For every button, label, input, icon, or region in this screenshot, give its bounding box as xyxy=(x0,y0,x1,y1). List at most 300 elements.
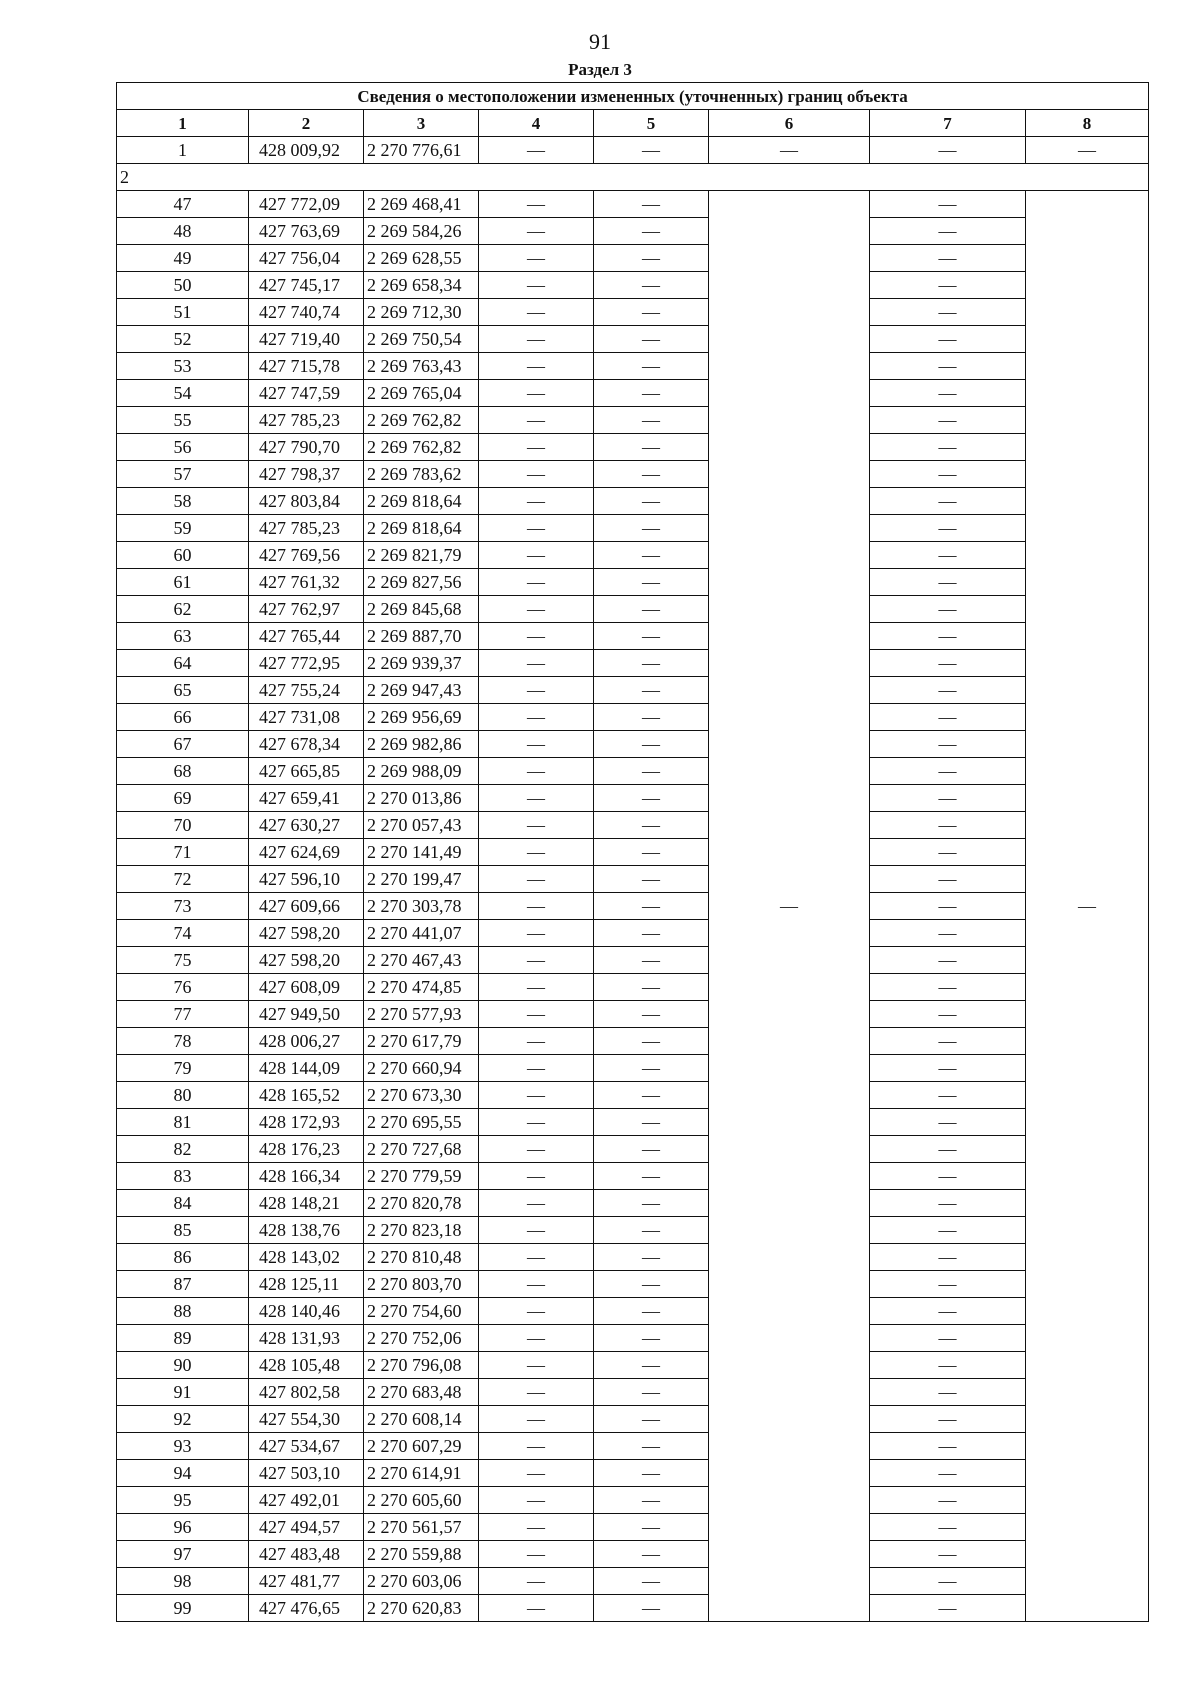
cell-dash: — xyxy=(594,1406,709,1433)
table-row xyxy=(117,515,1149,542)
cell-dash: — xyxy=(870,137,1026,164)
cell-dash: — xyxy=(870,596,1026,623)
cell-dash: — xyxy=(870,974,1026,1001)
table-row xyxy=(117,191,1149,218)
cell-dash: — xyxy=(870,515,1026,542)
coordinate-y: 2 269 468,41 xyxy=(364,191,479,218)
cell-dash: — xyxy=(870,1001,1026,1028)
cell-dash: — xyxy=(594,1082,709,1109)
cell-dash: — xyxy=(594,569,709,596)
coordinate-x: 427 596,10 xyxy=(249,866,364,893)
table-caption-row xyxy=(117,83,1149,110)
column-number: 4 xyxy=(479,110,594,137)
coordinate-y: 2 269 762,82 xyxy=(364,434,479,461)
coordinate-x: 428 131,93 xyxy=(249,1325,364,1352)
cell-dash: — xyxy=(870,1568,1026,1595)
coordinate-x: 427 745,17 xyxy=(249,272,364,299)
coordinate-y: 2 269 628,55 xyxy=(364,245,479,272)
coordinate-x: 427 503,10 xyxy=(249,1460,364,1487)
table-row xyxy=(117,1001,1149,1028)
coordinate-x: 428 006,27 xyxy=(249,1028,364,1055)
coordinate-x: 427 534,67 xyxy=(249,1433,364,1460)
cell-dash: — xyxy=(594,1271,709,1298)
coordinate-x: 427 598,20 xyxy=(249,947,364,974)
column-number: 6 xyxy=(709,110,870,137)
coordinate-x: 428 144,09 xyxy=(249,1055,364,1082)
table-row xyxy=(117,1325,1149,1352)
column-number: 5 xyxy=(594,110,709,137)
coordinate-y: 2 270 810,48 xyxy=(364,1244,479,1271)
point-number: 62 xyxy=(117,596,249,623)
point-number: 89 xyxy=(117,1325,249,1352)
coordinate-x: 427 609,66 xyxy=(249,893,364,920)
coordinate-x: 427 630,27 xyxy=(249,812,364,839)
coordinate-y: 2 270 607,29 xyxy=(364,1433,479,1460)
cell-dash: — xyxy=(594,893,709,920)
cell-dash: — xyxy=(870,1163,1026,1190)
table-row xyxy=(117,1514,1149,1541)
table-row xyxy=(117,1082,1149,1109)
cell-dash: — xyxy=(870,947,1026,974)
coordinate-x: 428 140,46 xyxy=(249,1298,364,1325)
coordinate-y: 2 270 673,30 xyxy=(364,1082,479,1109)
cell-dash: — xyxy=(870,1595,1026,1622)
cell-dash: — xyxy=(870,1433,1026,1460)
point-number: 69 xyxy=(117,785,249,812)
cell-dash: — xyxy=(479,1109,594,1136)
point-number: 63 xyxy=(117,623,249,650)
cell-dash: — xyxy=(479,1460,594,1487)
coordinate-y: 2 269 763,43 xyxy=(364,353,479,380)
point-number: 83 xyxy=(117,1163,249,1190)
coordinate-y: 2 270 559,88 xyxy=(364,1541,479,1568)
coordinate-x: 427 755,24 xyxy=(249,677,364,704)
table-row xyxy=(117,272,1149,299)
cell-dash: — xyxy=(479,1514,594,1541)
cell-dash: — xyxy=(870,704,1026,731)
table-row xyxy=(117,1379,1149,1406)
coordinate-y: 2 269 765,04 xyxy=(364,380,479,407)
coordinate-y: 2 269 783,62 xyxy=(364,461,479,488)
cell-dash: — xyxy=(594,272,709,299)
cell-dash: — xyxy=(870,407,1026,434)
table-row xyxy=(117,1298,1149,1325)
table-row xyxy=(117,1487,1149,1514)
table-row xyxy=(117,920,1149,947)
coordinate-y: 2 270 823,18 xyxy=(364,1217,479,1244)
table-row xyxy=(117,245,1149,272)
cell-dash: — xyxy=(479,434,594,461)
cell-dash: — xyxy=(870,839,1026,866)
point-number: 58 xyxy=(117,488,249,515)
cell-dash: — xyxy=(870,1082,1026,1109)
coordinate-x: 427 608,09 xyxy=(249,974,364,1001)
cell-dash: — xyxy=(870,191,1026,218)
coordinate-x: 427 740,74 xyxy=(249,299,364,326)
cell-dash: — xyxy=(479,974,594,1001)
table-row xyxy=(117,1109,1149,1136)
cell-dash: — xyxy=(870,1325,1026,1352)
cell-dash: — xyxy=(870,542,1026,569)
coordinate-x: 427 715,78 xyxy=(249,353,364,380)
cell-dash: — xyxy=(479,1325,594,1352)
table-row xyxy=(117,542,1149,569)
cell-dash: — xyxy=(594,461,709,488)
point-number: 57 xyxy=(117,461,249,488)
coordinate-y: 2 269 818,64 xyxy=(364,515,479,542)
cell-dash: — xyxy=(594,758,709,785)
point-number: 64 xyxy=(117,650,249,677)
table-row xyxy=(117,299,1149,326)
point-number: 77 xyxy=(117,1001,249,1028)
table-row xyxy=(117,839,1149,866)
coordinate-x: 427 772,09 xyxy=(249,191,364,218)
coordinate-x: 427 554,30 xyxy=(249,1406,364,1433)
coordinate-y: 2 269 887,70 xyxy=(364,623,479,650)
column-number: 8 xyxy=(1026,110,1149,137)
table-row xyxy=(117,758,1149,785)
point-number: 65 xyxy=(117,677,249,704)
cell-dash: — xyxy=(870,326,1026,353)
cell-dash: — xyxy=(479,218,594,245)
cell-dash: — xyxy=(479,137,594,164)
table-caption: Сведения о местоположении измененных (уточненных) границ объекта xyxy=(117,83,1149,110)
cell-dash: — xyxy=(479,191,594,218)
coordinate-y: 2 270 467,43 xyxy=(364,947,479,974)
column-number-row xyxy=(117,110,1149,137)
group-row xyxy=(117,164,1149,191)
cell-dash: — xyxy=(870,218,1026,245)
cell-dash: — xyxy=(479,488,594,515)
cell-dash: — xyxy=(709,137,870,164)
cell-dash: — xyxy=(479,758,594,785)
cell-dash: — xyxy=(870,299,1026,326)
point-number: 84 xyxy=(117,1190,249,1217)
coordinate-y: 2 270 620,83 xyxy=(364,1595,479,1622)
coordinate-y: 2 270 803,70 xyxy=(364,1271,479,1298)
coordinate-y: 2 269 845,68 xyxy=(364,596,479,623)
cell-dash: — xyxy=(479,650,594,677)
coordinate-y: 2 269 939,37 xyxy=(364,650,479,677)
cell-dash: — xyxy=(594,812,709,839)
table-row xyxy=(117,1271,1149,1298)
coordinate-x: 427 761,32 xyxy=(249,569,364,596)
point-number: 86 xyxy=(117,1244,249,1271)
point-number: 49 xyxy=(117,245,249,272)
point-number: 50 xyxy=(117,272,249,299)
cell-dash: — xyxy=(479,1001,594,1028)
point-number: 61 xyxy=(117,569,249,596)
cell-dash: — xyxy=(870,488,1026,515)
cell-dash: — xyxy=(594,326,709,353)
coordinate-y: 2 270 608,14 xyxy=(364,1406,479,1433)
table-row xyxy=(117,893,1149,920)
coordinate-y: 2 269 750,54 xyxy=(364,326,479,353)
coordinate-y: 2 269 821,79 xyxy=(364,542,479,569)
coordinate-y: 2 270 820,78 xyxy=(364,1190,479,1217)
cell-dash: — xyxy=(870,893,1026,920)
cell-dash: — xyxy=(594,1379,709,1406)
cell-dash: — xyxy=(870,920,1026,947)
cell-dash: — xyxy=(479,1487,594,1514)
table-row xyxy=(117,677,1149,704)
cell-dash: — xyxy=(594,650,709,677)
cell-dash: — xyxy=(479,1541,594,1568)
table-row xyxy=(117,704,1149,731)
cell-dash: — xyxy=(870,1487,1026,1514)
cell-dash: — xyxy=(594,1460,709,1487)
cell-dash: — xyxy=(594,1163,709,1190)
coordinate-y: 2 269 956,69 xyxy=(364,704,479,731)
cell-dash: — xyxy=(594,1298,709,1325)
table-row xyxy=(117,1541,1149,1568)
coordinate-y: 2 270 057,43 xyxy=(364,812,479,839)
cell-dash: — xyxy=(870,677,1026,704)
cell-dash: — xyxy=(870,1406,1026,1433)
cell-dash: — xyxy=(594,353,709,380)
coordinate-x: 427 731,08 xyxy=(249,704,364,731)
coordinate-y: 2 270 577,93 xyxy=(364,1001,479,1028)
cell-dash: — xyxy=(870,1217,1026,1244)
coordinate-x: 427 624,69 xyxy=(249,839,364,866)
point-number: 94 xyxy=(117,1460,249,1487)
cell-dash: — xyxy=(870,272,1026,299)
cell-dash: — xyxy=(870,1244,1026,1271)
cell-dash: — xyxy=(594,1001,709,1028)
point-number: 51 xyxy=(117,299,249,326)
cell-dash: — xyxy=(870,353,1026,380)
coordinate-y: 2 270 441,07 xyxy=(364,920,479,947)
table-row xyxy=(117,353,1149,380)
table-row xyxy=(117,1406,1149,1433)
merged-cell-col8: — xyxy=(1026,191,1149,1622)
table-row xyxy=(117,569,1149,596)
table-row xyxy=(117,1352,1149,1379)
point-number: 72 xyxy=(117,866,249,893)
cell-dash: — xyxy=(594,488,709,515)
table-row xyxy=(117,1595,1149,1622)
coordinate-x: 428 172,93 xyxy=(249,1109,364,1136)
point-number: 88 xyxy=(117,1298,249,1325)
coordinate-y: 2 270 561,57 xyxy=(364,1514,479,1541)
table-row xyxy=(117,623,1149,650)
column-number: 2 xyxy=(249,110,364,137)
coordinate-x: 427 763,69 xyxy=(249,218,364,245)
coordinate-y: 2 270 796,08 xyxy=(364,1352,479,1379)
table-row xyxy=(117,1244,1149,1271)
coordinate-y: 2 270 660,94 xyxy=(364,1055,479,1082)
point-number: 97 xyxy=(117,1541,249,1568)
coordinate-y: 2 269 988,09 xyxy=(364,758,479,785)
point-number: 73 xyxy=(117,893,249,920)
point-number: 47 xyxy=(117,191,249,218)
cell-dash: — xyxy=(594,1190,709,1217)
section-title: Раздел 3 xyxy=(568,60,632,79)
coordinate-x: 428 125,11 xyxy=(249,1271,364,1298)
cell-dash: — xyxy=(479,893,594,920)
cell-dash: — xyxy=(870,1109,1026,1136)
cell-dash: — xyxy=(479,569,594,596)
cell-dash: — xyxy=(594,947,709,974)
coordinate-x: 427 659,41 xyxy=(249,785,364,812)
coordinate-x: 428 009,92 xyxy=(249,137,364,164)
table-row xyxy=(117,326,1149,353)
cell-dash: — xyxy=(870,1298,1026,1325)
coordinate-x: 428 143,02 xyxy=(249,1244,364,1271)
cell-dash: — xyxy=(594,1217,709,1244)
cell-dash: — xyxy=(594,596,709,623)
cell-dash: — xyxy=(594,218,709,245)
coordinate-x: 427 790,70 xyxy=(249,434,364,461)
point-number: 70 xyxy=(117,812,249,839)
table-row xyxy=(117,380,1149,407)
cell-dash: — xyxy=(479,1244,594,1271)
cell-dash: — xyxy=(479,785,594,812)
table-row xyxy=(117,947,1149,974)
cell-dash: — xyxy=(594,1568,709,1595)
table-row xyxy=(117,650,1149,677)
coordinate-x: 427 785,23 xyxy=(249,407,364,434)
coordinate-y: 2 269 947,43 xyxy=(364,677,479,704)
point-number: 85 xyxy=(117,1217,249,1244)
coordinate-x: 428 105,48 xyxy=(249,1352,364,1379)
coordinate-y: 2 269 818,64 xyxy=(364,488,479,515)
point-number: 87 xyxy=(117,1271,249,1298)
coordinate-x: 427 949,50 xyxy=(249,1001,364,1028)
point-number: 92 xyxy=(117,1406,249,1433)
point-number: 48 xyxy=(117,218,249,245)
coordinate-x: 427 756,04 xyxy=(249,245,364,272)
cell-dash: — xyxy=(594,1244,709,1271)
table-row xyxy=(117,1163,1149,1190)
point-number: 71 xyxy=(117,839,249,866)
cell-dash: — xyxy=(594,704,709,731)
point-number: 82 xyxy=(117,1136,249,1163)
cell-dash: — xyxy=(479,812,594,839)
cell-dash: — xyxy=(479,1595,594,1622)
table-row xyxy=(117,1190,1149,1217)
coordinate-x: 427 483,48 xyxy=(249,1541,364,1568)
coordinate-y: 2 270 141,49 xyxy=(364,839,479,866)
point-number: 99 xyxy=(117,1595,249,1622)
cell-dash: — xyxy=(479,1406,594,1433)
cell-dash: — xyxy=(870,866,1026,893)
coordinate-x: 427 481,77 xyxy=(249,1568,364,1595)
point-number: 80 xyxy=(117,1082,249,1109)
table-row xyxy=(117,407,1149,434)
cell-dash: — xyxy=(479,1298,594,1325)
point-number: 66 xyxy=(117,704,249,731)
point-number: 59 xyxy=(117,515,249,542)
cell-dash: — xyxy=(870,812,1026,839)
cell-dash: — xyxy=(870,380,1026,407)
coordinate-y: 2 270 752,06 xyxy=(364,1325,479,1352)
point-number: 56 xyxy=(117,434,249,461)
cell-dash: — xyxy=(594,1352,709,1379)
coordinate-x: 428 148,21 xyxy=(249,1190,364,1217)
table-row xyxy=(117,1433,1149,1460)
cell-dash: — xyxy=(479,1136,594,1163)
table-row xyxy=(117,731,1149,758)
coordinate-x: 427 769,56 xyxy=(249,542,364,569)
coordinate-x: 427 492,01 xyxy=(249,1487,364,1514)
table-row xyxy=(117,1217,1149,1244)
coordinate-x: 428 165,52 xyxy=(249,1082,364,1109)
cell-dash: — xyxy=(594,1433,709,1460)
coordinate-x: 427 802,58 xyxy=(249,1379,364,1406)
coordinate-y: 2 270 779,59 xyxy=(364,1163,479,1190)
coordinate-y: 2 269 658,34 xyxy=(364,272,479,299)
cell-dash: — xyxy=(479,1190,594,1217)
cell-dash: — xyxy=(870,1379,1026,1406)
table-row xyxy=(117,812,1149,839)
cell-dash: — xyxy=(870,785,1026,812)
coordinate-y: 2 270 617,79 xyxy=(364,1028,479,1055)
cell-dash: — xyxy=(479,623,594,650)
cell-dash: — xyxy=(870,1460,1026,1487)
cell-dash: — xyxy=(594,380,709,407)
cell-dash: — xyxy=(870,623,1026,650)
cell-dash: — xyxy=(870,1028,1026,1055)
coordinate-y: 2 270 303,78 xyxy=(364,893,479,920)
cell-dash: — xyxy=(479,461,594,488)
group-label: 2 xyxy=(117,164,1149,191)
coordinate-y: 2 270 727,68 xyxy=(364,1136,479,1163)
cell-dash: — xyxy=(870,1541,1026,1568)
cell-dash: — xyxy=(870,1352,1026,1379)
cell-dash: — xyxy=(594,1595,709,1622)
cell-dash: — xyxy=(479,380,594,407)
cell-dash: — xyxy=(479,353,594,380)
cell-dash: — xyxy=(594,1109,709,1136)
cell-dash: — xyxy=(479,866,594,893)
cell-dash: — xyxy=(594,1325,709,1352)
cell-dash: — xyxy=(1026,137,1149,164)
cell-dash: — xyxy=(479,407,594,434)
table-row xyxy=(117,137,1149,164)
cell-dash: — xyxy=(479,920,594,947)
cell-dash: — xyxy=(479,515,594,542)
coordinate-y: 2 270 695,55 xyxy=(364,1109,479,1136)
coordinate-y: 2 270 683,48 xyxy=(364,1379,479,1406)
cell-dash: — xyxy=(594,245,709,272)
cell-dash: — xyxy=(479,677,594,704)
page-number: 91 xyxy=(589,29,611,54)
cell-dash: — xyxy=(479,1217,594,1244)
coordinate-y: 2 270 776,61 xyxy=(364,137,479,164)
table-row xyxy=(117,1568,1149,1595)
point-number: 55 xyxy=(117,407,249,434)
point-number: 68 xyxy=(117,758,249,785)
cell-dash: — xyxy=(479,1568,594,1595)
cell-dash: — xyxy=(479,839,594,866)
cell-dash: — xyxy=(870,758,1026,785)
point-number: 91 xyxy=(117,1379,249,1406)
cell-dash: — xyxy=(594,1541,709,1568)
cell-dash: — xyxy=(594,407,709,434)
point-number: 98 xyxy=(117,1568,249,1595)
coordinate-y: 2 269 584,26 xyxy=(364,218,479,245)
cell-dash: — xyxy=(870,461,1026,488)
cell-dash: — xyxy=(479,1163,594,1190)
cell-dash: — xyxy=(594,974,709,1001)
coordinate-x: 427 678,34 xyxy=(249,731,364,758)
cell-dash: — xyxy=(870,245,1026,272)
coordinate-y: 2 270 754,60 xyxy=(364,1298,479,1325)
coordinate-x: 427 772,95 xyxy=(249,650,364,677)
coordinate-y: 2 269 827,56 xyxy=(364,569,479,596)
point-number: 93 xyxy=(117,1433,249,1460)
